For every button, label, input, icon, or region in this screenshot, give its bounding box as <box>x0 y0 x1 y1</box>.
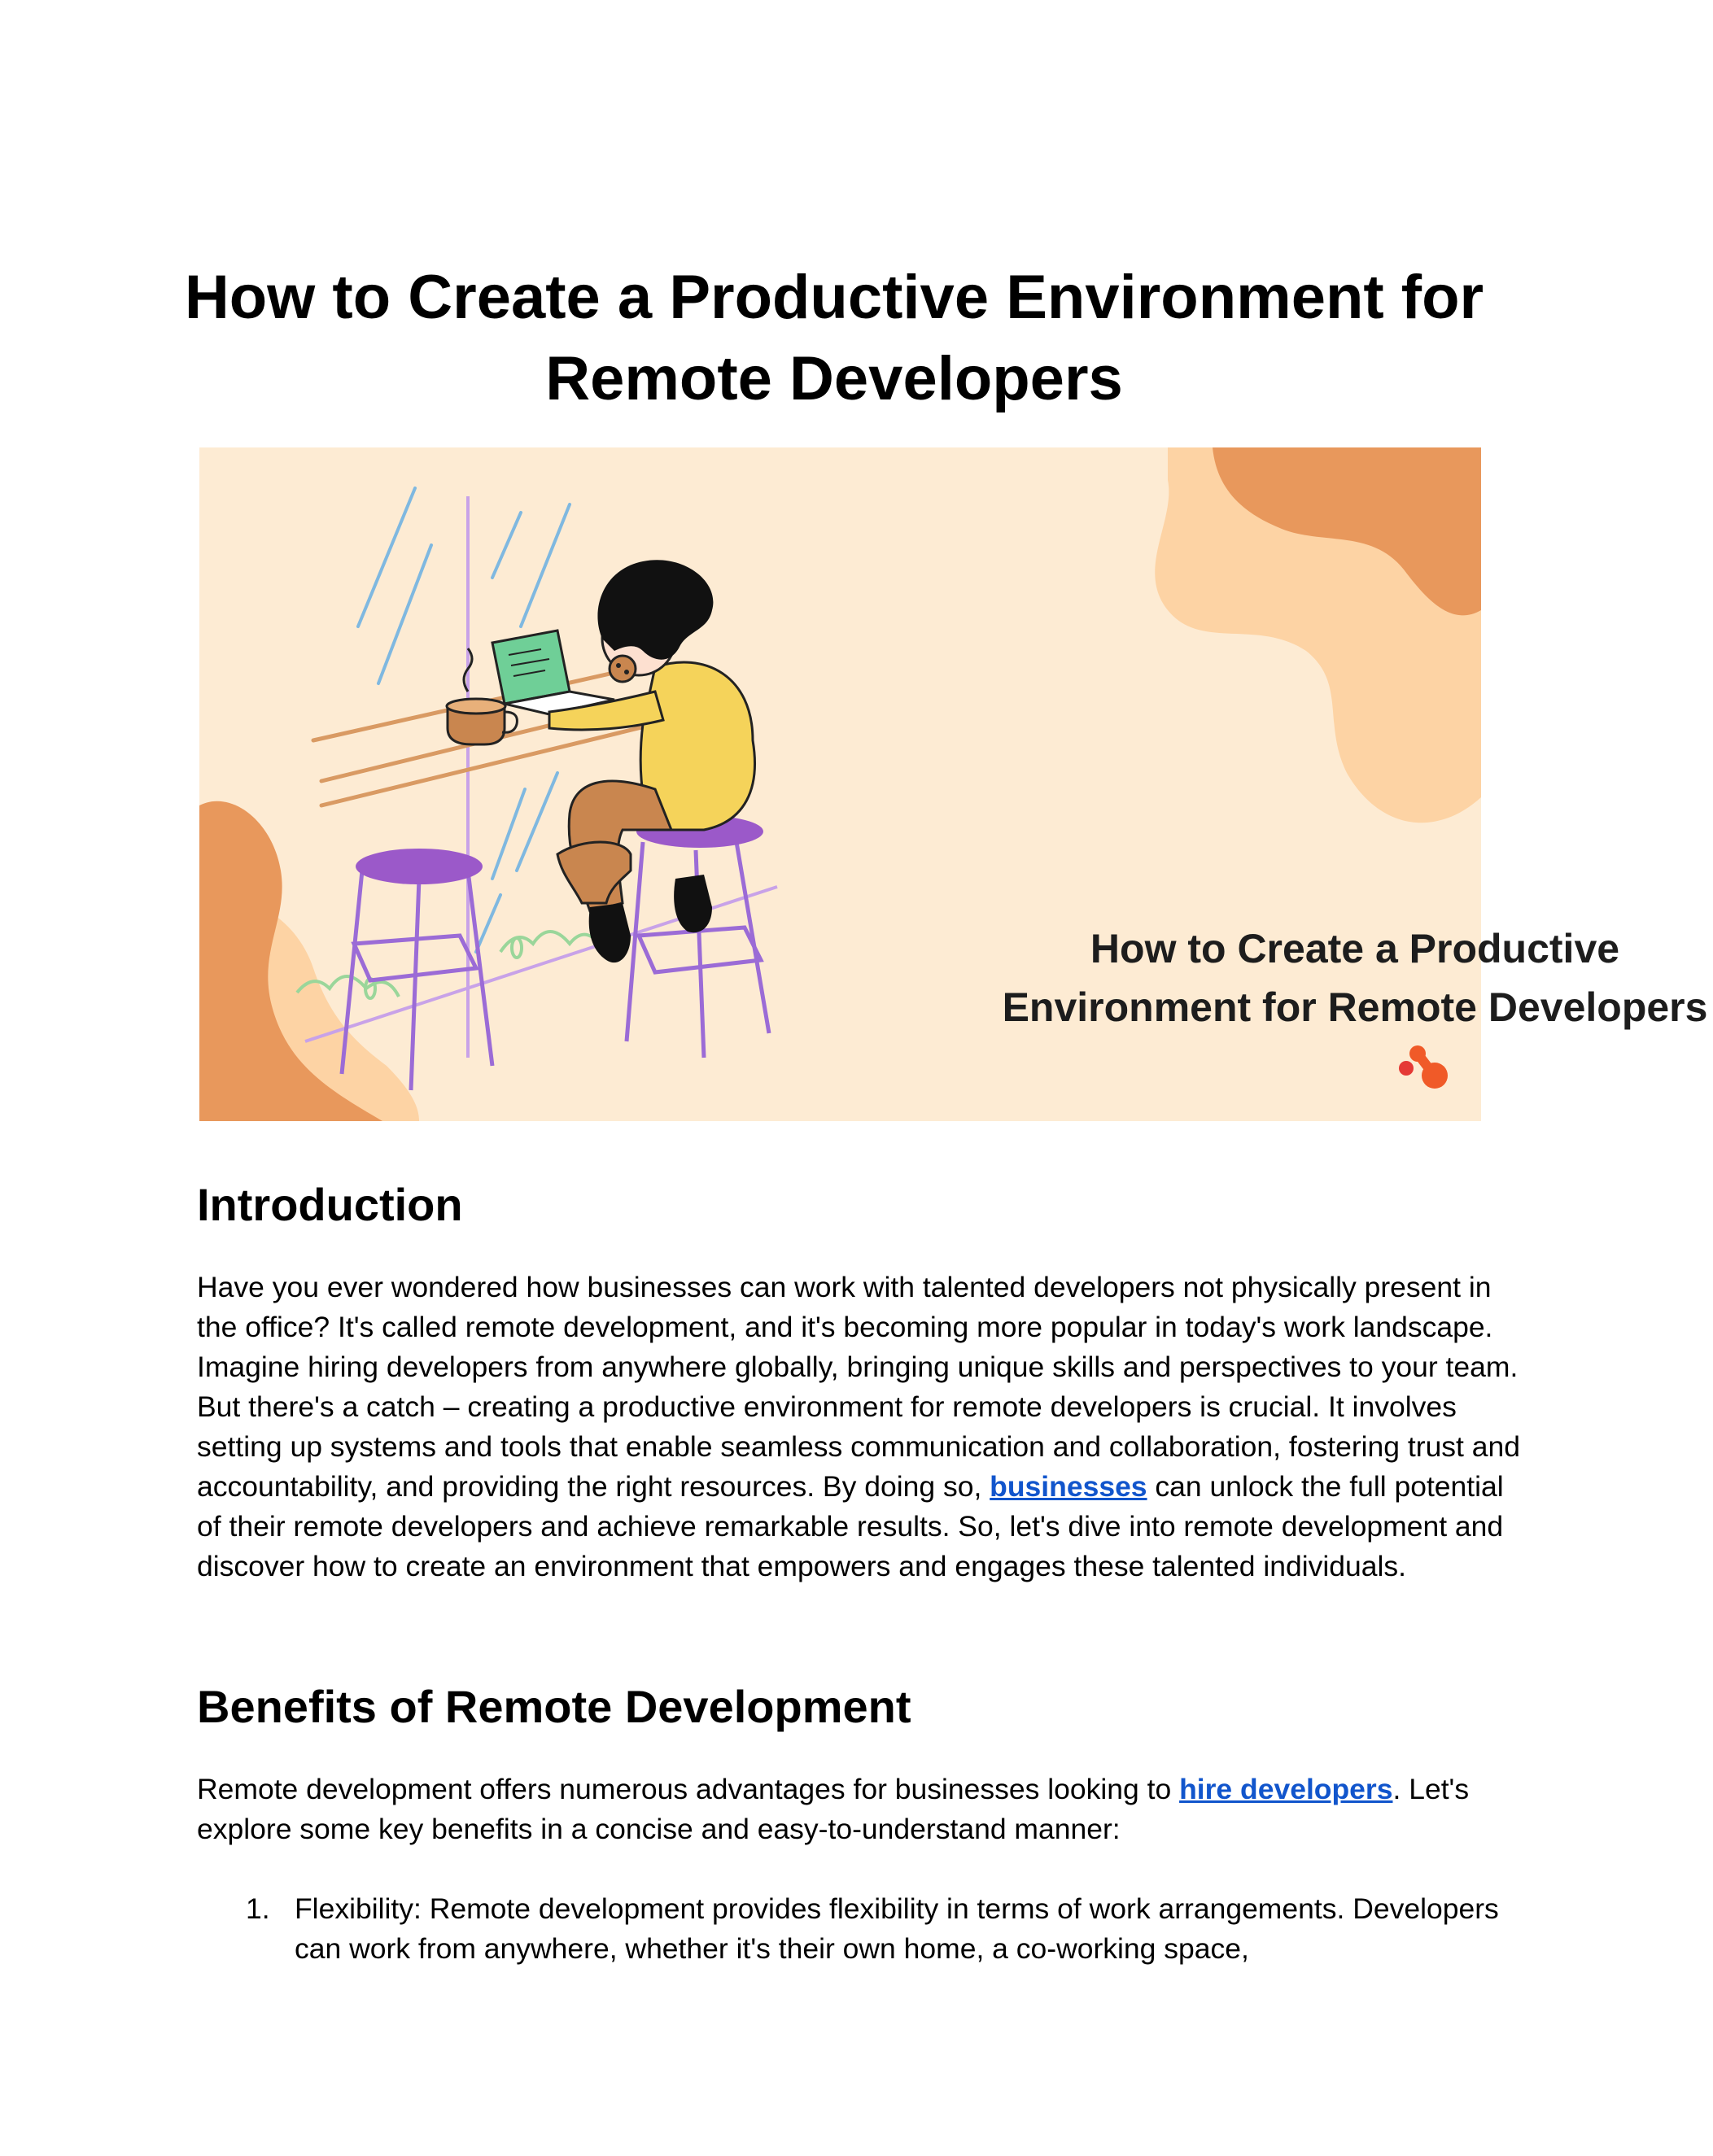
section-heading-introduction: Introduction <box>197 1179 463 1230</box>
introduction-paragraph: Have you ever wondered how businesses can work with talented developers not physically present in the office? It's called remote development, and it's becoming more popular in today's work landscape. Imagine hiring developers from anywhere globally, bringing unique skills and perspectives to your team. But there's a catch – creating a productive environment for remote developers is crucial. It involves setting up systems and tools that enable seamless communication and collaboration, fostering trust and accountability, and providing the right resources. By doing so, businesses can unlock the full potential of their remote developers and achieve remarkable results. So, let's dive into remote development and discover how to create an environment that empowers and engages these talented individuals. <box>197 1271 1521 1582</box>
section-heading-benefits: Benefits of Remote Development <box>197 1681 911 1732</box>
benefits-paragraph: Remote development offers numerous advantages for businesses looking to hire developers. Let's explore some key benefits in a concise and easy-to-understand manner: <box>197 1773 1470 1845</box>
list-item-number: 1. <box>246 1892 270 1925</box>
hire-developers-link[interactable]: hire developers <box>1179 1773 1393 1805</box>
businesses-link[interactable]: businesses <box>990 1470 1147 1503</box>
list-item <box>197 1889 1532 1969</box>
benefits-list <box>197 1889 1532 1969</box>
list-item-text: Flexibility: Remote development provides flexibility in terms of work arrangements. Developers can work from anywhere, whether it's their own home, a co-working space, <box>295 1892 1499 1965</box>
company-logo <box>1399 1045 1448 1089</box>
page-title: How to Create a Productive Environment for Remote Developers <box>184 263 1484 413</box>
hero-image <box>199 447 1708 1121</box>
hero-caption: How to Create a Productive Environment for Remote Developers <box>1002 926 1708 1030</box>
